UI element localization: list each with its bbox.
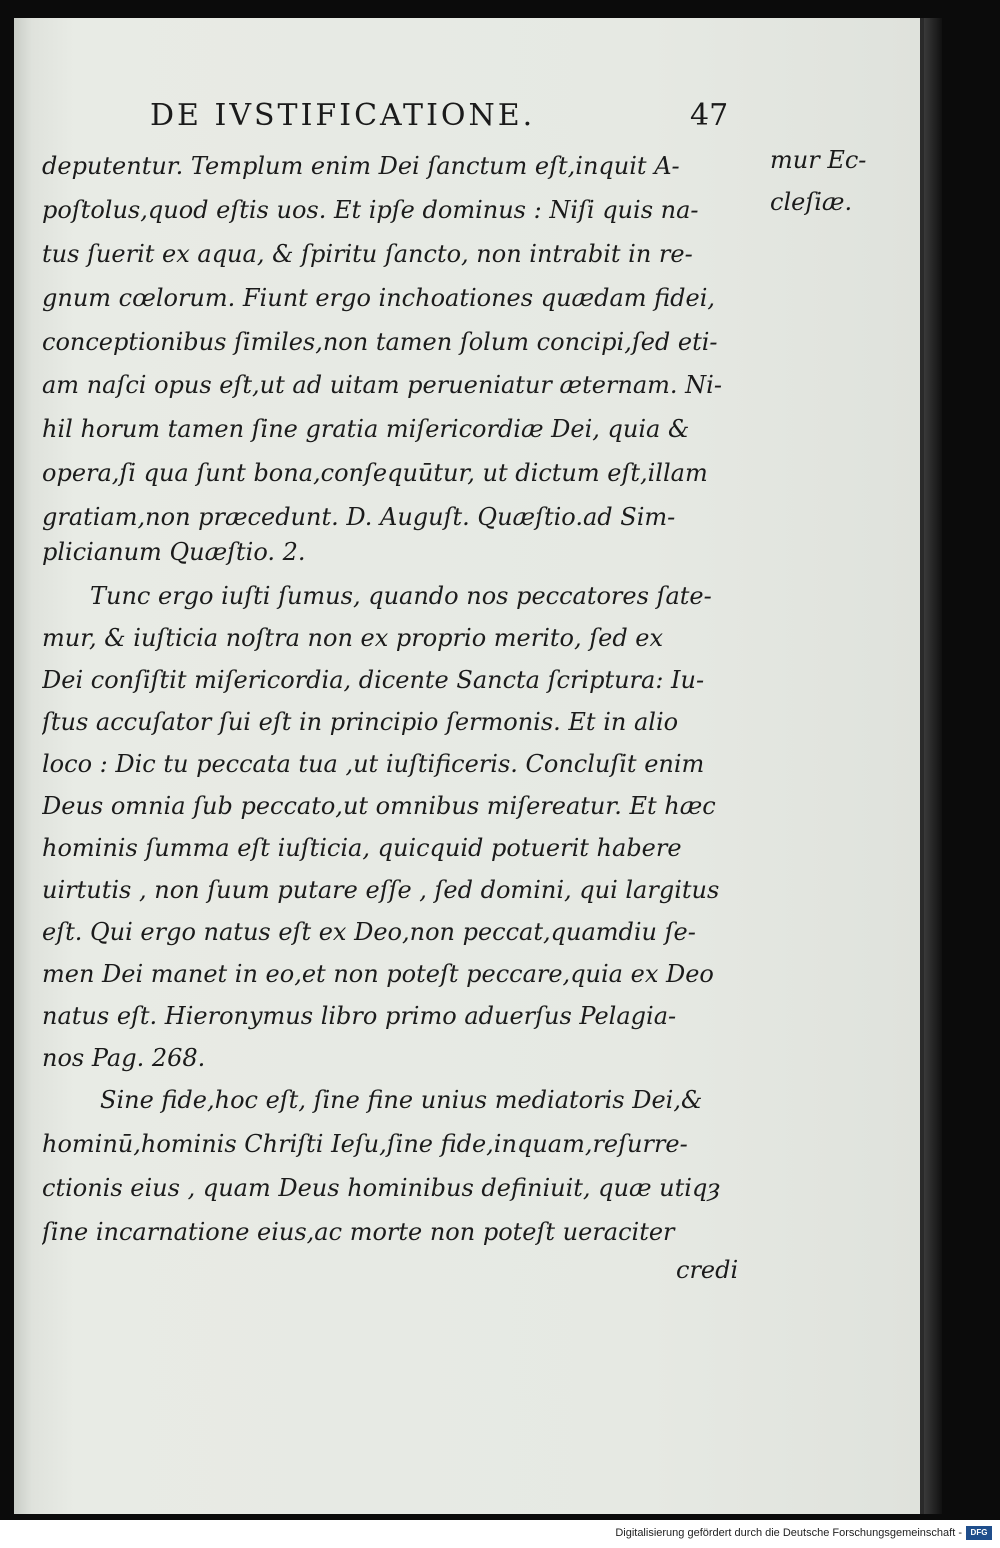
body-line: hominū,hominis Chriſti Ieſu,ſine fide,inquam,reſurre-: [42, 1130, 688, 1158]
body-line: poſtolus,quod eſtis uos. Et ipſe dominus : Niſi quis na-: [42, 196, 699, 224]
body-line: Deus omnia ſub peccato,ut omnibus miſereatur. Et hæc: [42, 792, 716, 820]
body-line: ctionis eius , quam Deus hominibus definiuit, quæ utiqȝ: [42, 1174, 720, 1202]
body-line: Sine fide,hoc eſt, ſine fine unius mediatoris Dei,&: [100, 1086, 703, 1114]
body-line: natus eſt. Hieronymus libro primo aduerſus Pelagia-: [42, 1002, 677, 1030]
body-line: eſt. Qui ergo natus eſt ex Deo,non peccat,quamdiu ſe-: [42, 918, 696, 946]
margin-note-line: mur Ec-: [770, 146, 867, 174]
margin-note-line: cleſiæ.: [770, 188, 853, 216]
page-edge-shadow: [924, 18, 942, 1514]
body-line: am naſci opus eſt,ut ad uitam perueniatur æternam. Ni-: [42, 371, 722, 399]
body-line: hil horum tamen ſine gratia miſericordiæ Dei, quia &: [42, 415, 690, 443]
body-line: gratiam,non præcedunt. D. Auguſt. Quæſtio.ad Sim-: [42, 503, 676, 531]
running-head: DE IVSTIFICATIONE.: [150, 98, 536, 133]
body-line: loco : Dic tu peccata tua ,ut iuſtificeris. Concluſit enim: [42, 750, 705, 778]
body-line: conceptionibus ſimiles,non tamen ſolum concipi,ſed eti-: [42, 328, 718, 356]
body-line: tus ſuerit ex aqua, & ſpiritu ſancto, non intrabit in re-: [42, 240, 693, 268]
body-line: ſtus accuſator ſui eſt in principio ſermonis. Et in alio: [42, 708, 679, 736]
dfg-logo: DFG: [966, 1526, 992, 1540]
body-line: deputentur. Templum enim Dei ſanctum eſt,inquit A-: [42, 152, 680, 180]
body-line: uirtutis , non ſuum putare eſſe , ſed domini, qui largitus: [42, 876, 720, 904]
body-line: hominis ſumma eſt iuſticia, quicquid potuerit habere: [42, 834, 682, 862]
page-number: 47: [690, 98, 729, 133]
body-line: Tunc ergo iuſti ſumus, quando nos peccatores ſate-: [90, 582, 712, 610]
body-line: plicianum Quæſtio. 2.: [42, 538, 306, 566]
body-line: mur, & iuſticia noſtra non ex proprio merito, ſed ex: [42, 624, 664, 652]
body-line: men Dei manet in eo,et non poteſt peccare,quia ex Deo: [42, 960, 714, 988]
body-line: gnum cœlorum. Fiunt ergo inchoationes quædam fidei,: [42, 284, 716, 312]
body-line: opera,ſi qua ſunt bona,conſequūtur, ut dictum eſt,illam: [42, 459, 708, 487]
body-line: Dei conſiſtit miſericordia, dicente Sancta ſcriptura: Iu-: [42, 666, 705, 694]
funding-credit: Digitalisierung gefördert durch die Deutsche Forschungsgemeinschaft -: [615, 1527, 962, 1539]
digitization-footer: [0, 1520, 1000, 1548]
body-line: nos Pag. 268.: [42, 1044, 206, 1072]
body-line: ſine incarnatione eius,ac morte non poteſt ueraciter: [42, 1218, 675, 1246]
catchword: credi: [676, 1256, 739, 1284]
